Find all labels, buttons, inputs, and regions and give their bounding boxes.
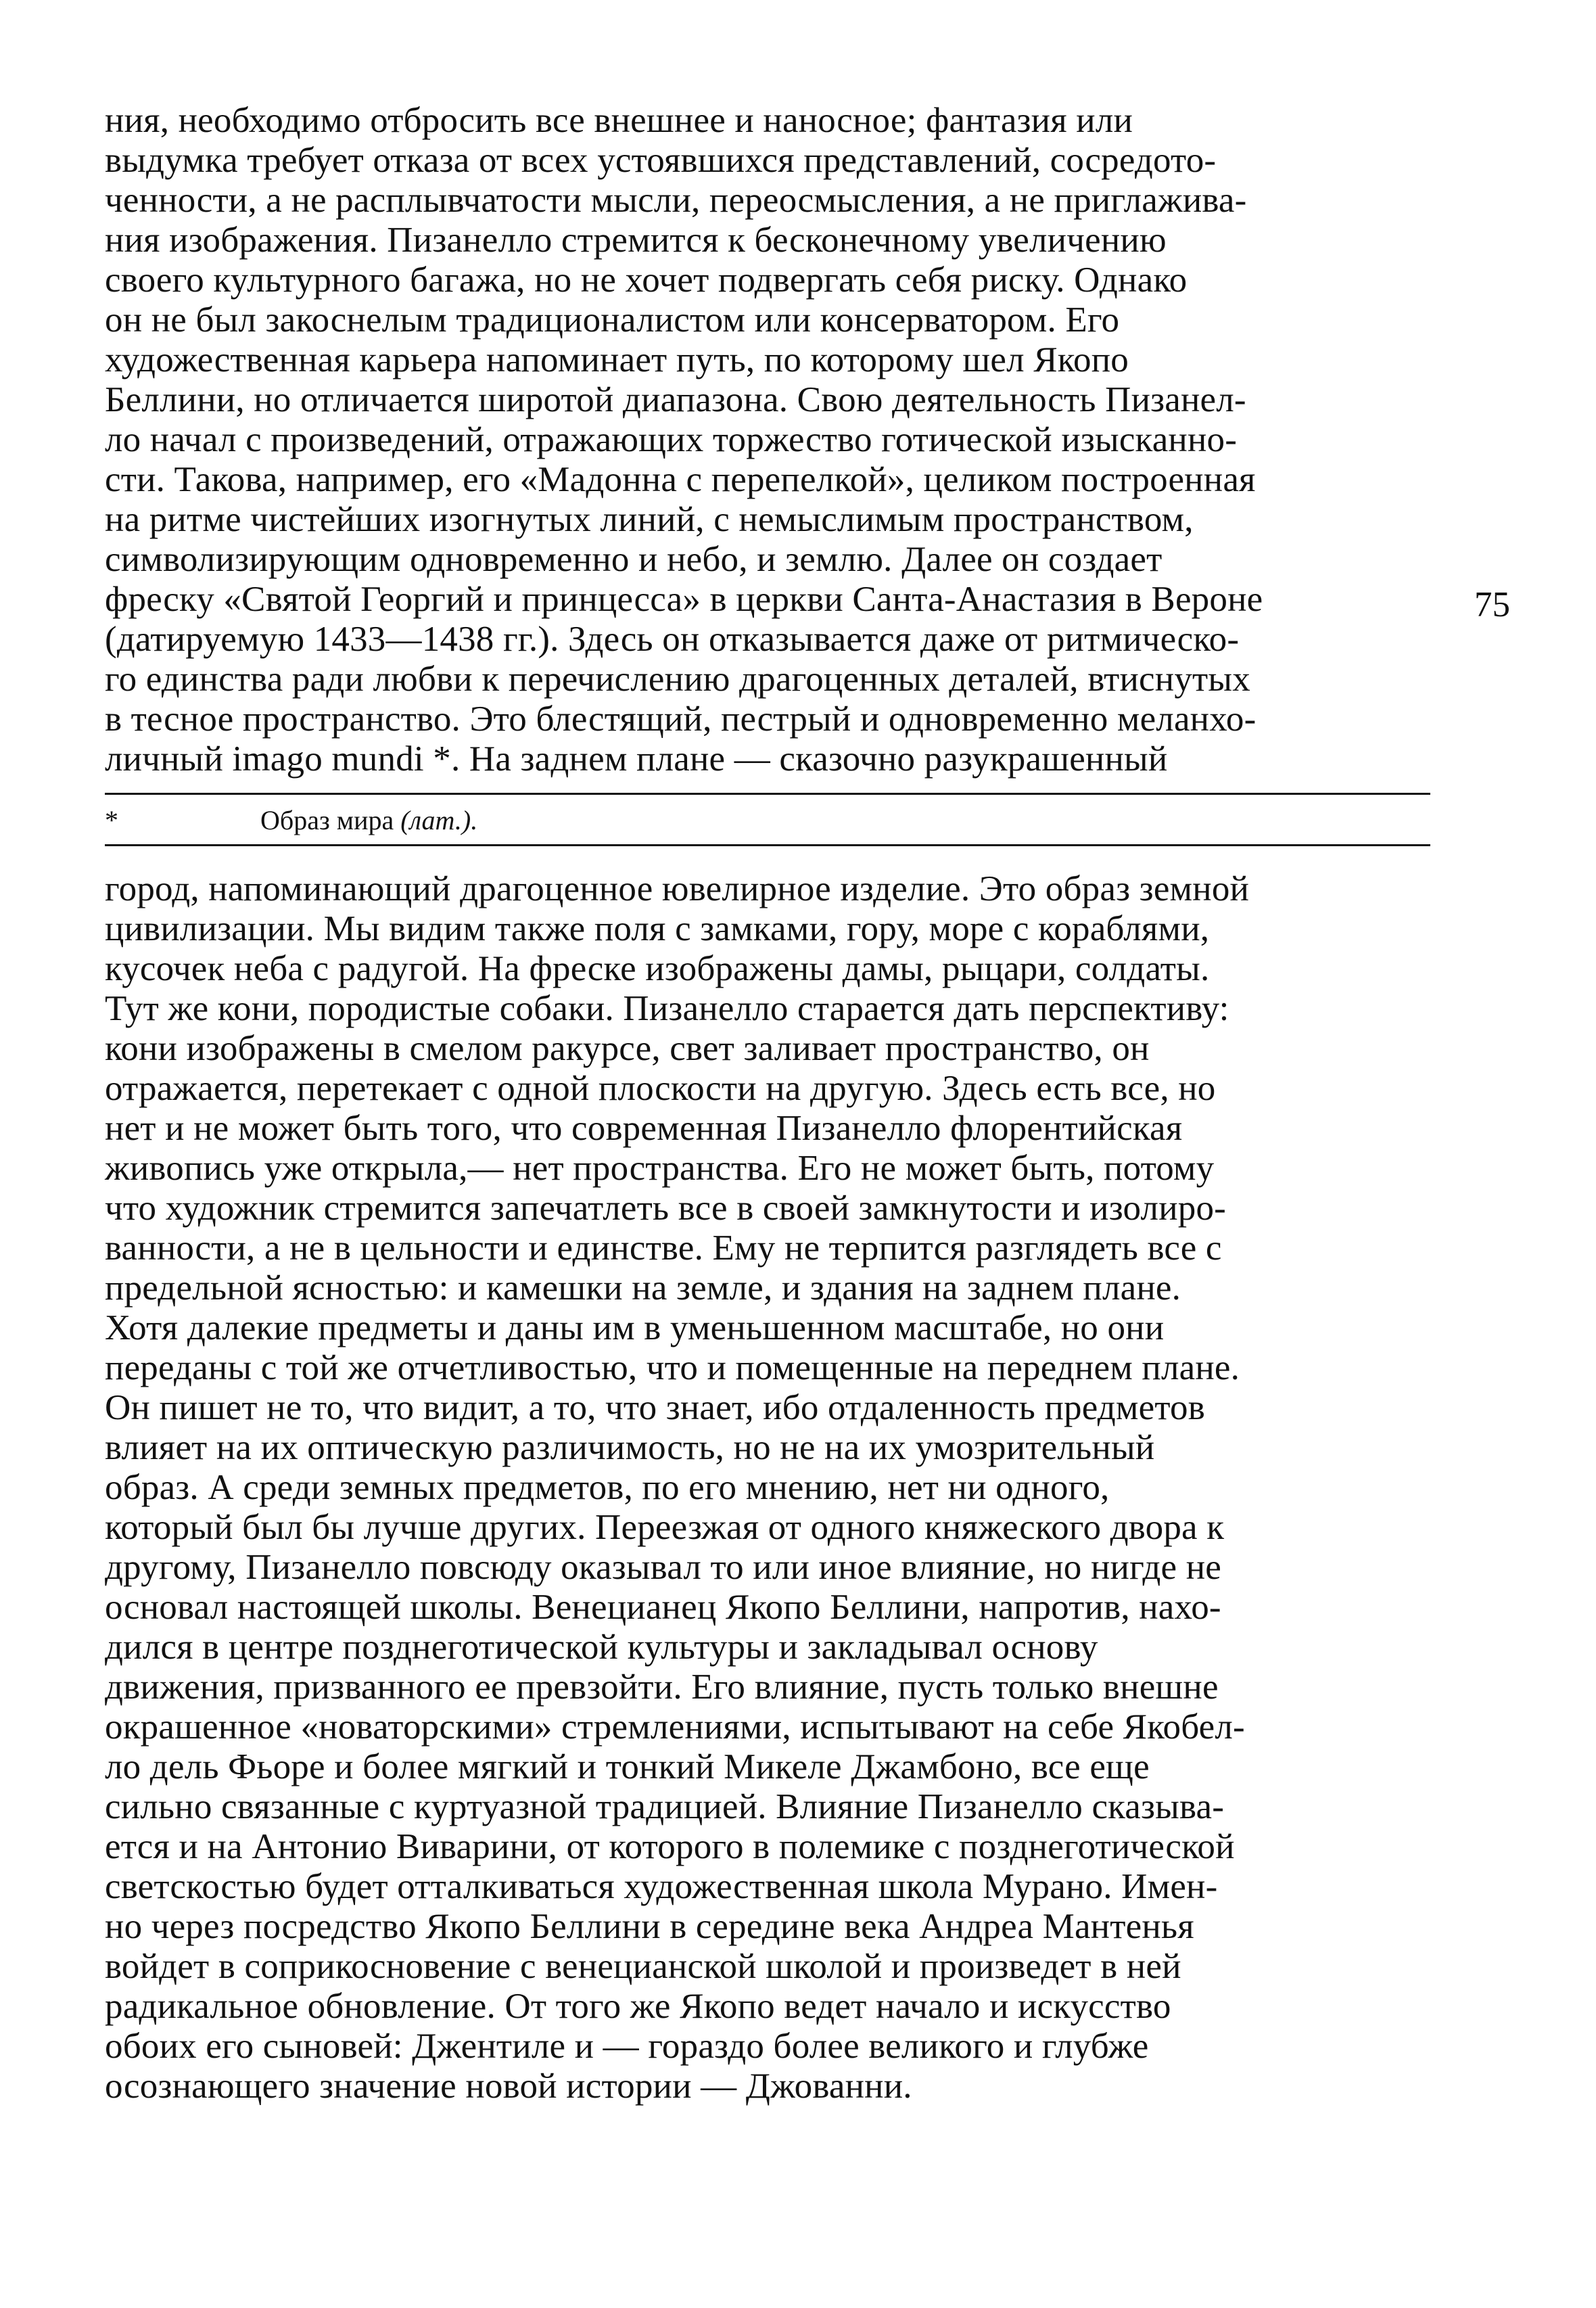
text-line: радикальное обновление. От того же Якопо ведет начало и искусство [105, 1987, 1171, 2026]
text-line: выдумка требует отказа от всех устоявшихся представлений, сосредото- [105, 141, 1217, 180]
footnote-text [260, 805, 477, 836]
text-line: ется и на Антонио Виварини, от которого в полемике с позднеготической [105, 1827, 1235, 1866]
text-line: что художник стремится запечатлеть все в своей замкнутости и изолиро- [105, 1188, 1227, 1228]
text-line: обоих его сыновей: Джентиле и — гораздо более великого и глубже [105, 2027, 1149, 2066]
text-line: образ. А среди земных предметов, по его мнению, нет ни одного, [105, 1468, 1110, 1507]
text-line: окрашенное «новаторскими» стремлениями, испытывают на себе Якобел- [105, 1707, 1245, 1747]
text-line: Он пишет не то, что видит, а то, что знает, ибо отдаленность предметов [105, 1388, 1205, 1427]
text-line: движения, призванного ее превзойти. Его влияние, пусть только внешне [105, 1667, 1219, 1707]
text-line: отражается, перетекает с одной плоскости на другую. Здесь есть все, но [105, 1069, 1216, 1108]
text-line: войдет в соприкосновение с венецианской школой и произведет в ней [105, 1947, 1181, 1986]
text-line: Беллини, но отличается широтой диапазона. Свою деятельность Пизанел- [105, 380, 1246, 419]
text-line: ванности, а не в цельности и единстве. Ему не терпится разглядеть все с [105, 1228, 1222, 1268]
text-line: живопись уже открыла,— нет пространства. Его не может быть, потому [105, 1149, 1215, 1188]
footnote-lang: (лат.). [400, 805, 478, 835]
text-line: дился в центре позднеготической культуры и закладывал основу [105, 1628, 1098, 1667]
text-line: го единства ради любви к перечислению драгоценных деталей, втиснутых [105, 660, 1250, 699]
page-number: 75 [1474, 585, 1510, 624]
text-line: который был бы лучше других. Переезжая от одного княжеского двора к [105, 1508, 1225, 1547]
text-line: осознающего значение новой истории — Джованни. [105, 2067, 912, 2106]
text-line: ченности, а не расплывчатости мысли, переосмысления, а не приглажива- [105, 181, 1247, 220]
text-line: другому, Пизанелло повсюду оказывал то или иное влияние, но нигде не [105, 1548, 1222, 1587]
text-line: сти. Такова, например, его «Мадонна с перепелкой», целиком построенная [105, 460, 1256, 499]
text-line: личный imago mundi *. На заднем плане — сказочно разукрашенный [105, 739, 1168, 779]
text-line: ло дель Фьоре и более мягкий и тонкий Микеле Джамбоно, все еще [105, 1747, 1150, 1786]
footnote-rule-top [105, 793, 1430, 795]
text-line: на ритме чистейших изогнутых линий, с немыслимым пространством, [105, 500, 1194, 539]
text-line: Тут же кони, породистые собаки. Пизанелло старается дать перспективу: [105, 989, 1229, 1028]
text-line: город, напоминающий драгоценное ювелирное изделие. Это образ земной [105, 869, 1250, 908]
text-line: цивилизации. Мы видим также поля с замками, гору, море с кораблями, [105, 909, 1210, 948]
text-line: предельной ясностью: и камешки на земле, и здания на заднем плане. [105, 1268, 1181, 1308]
text-line: сильно связанные с куртуазной традицией. Влияние Пизанелло сказыва- [105, 1787, 1225, 1826]
text-line: влияет на их оптическую различимость, но не на их умозрительный [105, 1428, 1155, 1467]
text-line: кони изображены в смелом ракурсе, свет заливает пространство, он [105, 1029, 1150, 1068]
text-line: светскостью будет отталкиваться художественная школа Мурано. Имен- [105, 1867, 1218, 1906]
text-line: своего культурного багажа, но не хочет подвергать себя риску. Однако [105, 260, 1188, 300]
text-line: символизирующим одновременно и небо, и землю. Далее он создает [105, 540, 1163, 579]
text-line: в тесное пространство. Это блестящий, пестрый и одновременно меланхо- [105, 699, 1257, 739]
text-line: художественная карьера напоминает путь, по которому шел Якопо [105, 340, 1129, 379]
text-line: кусочек неба с радугой. На фреске изображены дамы, рыцари, солдаты. [105, 949, 1210, 988]
text-line: переданы с той же отчетливостью, что и помещенные на переднем плане. [105, 1348, 1240, 1387]
text-line: основал настоящей школы. Венецианец Якопо Беллини, напротив, нахо- [105, 1588, 1221, 1627]
footnote-body: Образ мира [260, 805, 394, 835]
text-line: нет и не может быть того, что современная Пизанелло флорентийская [105, 1109, 1183, 1148]
text-line: ния изображения. Пизанелло стремится к бесконечному увеличению [105, 221, 1167, 260]
text-line: он не был закоснелым традиционалистом или консерватором. Его [105, 300, 1120, 340]
footnote-marker: * [105, 805, 118, 835]
text-line: (датируемую 1433—1438 гг.). Здесь он отказывается даже от ритмическо- [105, 620, 1240, 659]
text-line: фреску «Святой Георгий и принцесса» в церкви Санта-Анастазия в Вероне [105, 580, 1263, 619]
footnote-rule-bottom [105, 844, 1430, 846]
text-line: но через посредство Якопо Беллини в середине века Андреа Мантенья [105, 1907, 1194, 1946]
text-line: ния, необходимо отбросить все внешнее и наносное; фантазия или [105, 101, 1133, 140]
text-line: ло начал с произведений, отражающих торжество готической изысканно- [105, 420, 1238, 459]
text-line: Хотя далекие предметы и даны им в уменьшенном масштабе, но они [105, 1308, 1165, 1347]
